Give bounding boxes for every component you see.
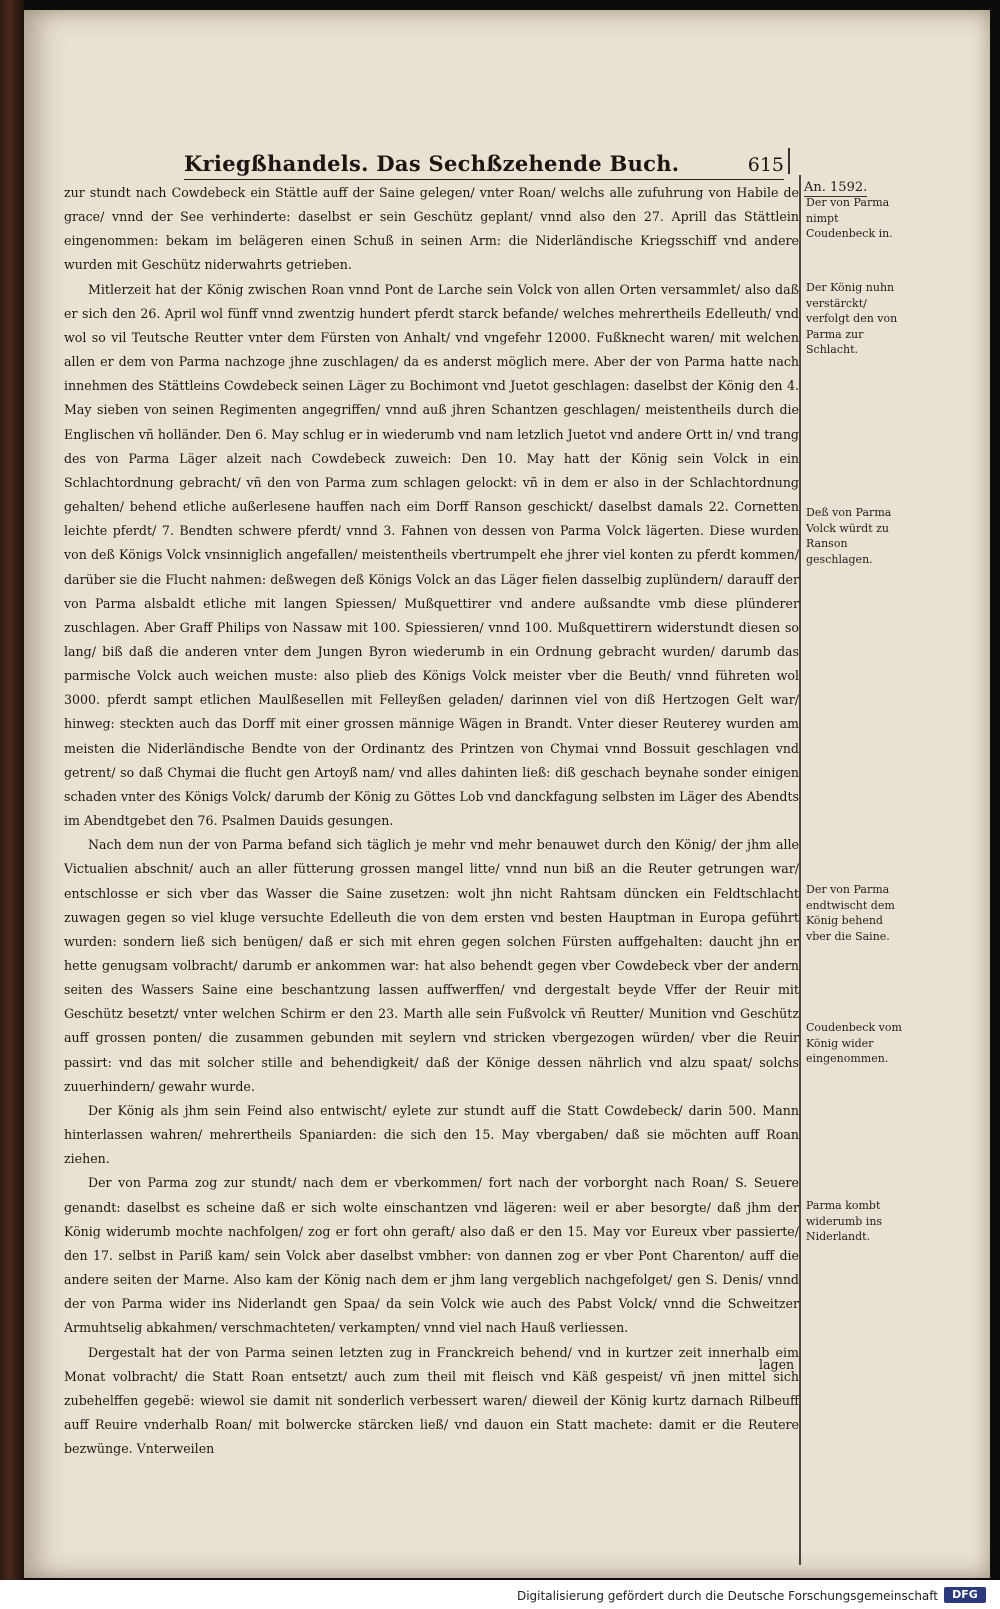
margin-note: Deß von Parma Volck würdt zu Ranson geschlagen. — [806, 506, 892, 566]
dfg-logo-text: DFG — [952, 1588, 978, 1601]
dfg-logo — [944, 1587, 986, 1603]
page-header — [184, 145, 784, 180]
paragraph: Der König als jhm sein Feind also entwischt/ eylete zur stundt auff die Statt Cowdebeck/ darin 500. Mann hinterlassen wahren/ mehrertheils Spaniarden: die sich den 15. May vbergaben/ daß sie möchten auff Roan ziehen. — [64, 1102, 799, 1167]
paragraph: Mitlerzeit hat der König zwischen Roan vnnd Pont de Larche sein Volck von allen Orten versammlet/ also daß er sich den 26. April wol fünff vnnd zwentzig hundert pferdt starck befande/ welches mehrertheils Edelleuth/ vnd wol so vil Teutsche Reutter vnter dem Fürsten von Anhalt/ vnd vngefehr 12000. Fußknecht waren/ mit welchen allen er dem von Parma nachzoge jhne zuschlagen/ da es anderst möglich mere. Aber der von Parma hatte nach innehmen des Stättleins Cowdebeck seinen Läger zu Bochimont vnd Juetot geschlagen: daselbst der König den 4. May sieben von seinen Regimenten angegriffen/ vnnd auß jhren Schantzen geschlagen/ meistentheils durch die Englischen vñ holländer. Den 6. May schlug er in wiederumb vnd nam letzlich Juetot vnd andere Ortt in/ vnd trang des von Parma Läger alzeit nach Cowdebeck zuweich: Den 10. May hatt der König sein Volck in ein Schlachtordnung gebracht/ vñ den von Parma zum schlagen gelockt: vñ in dem er also in der Schlachtordnung gehalten/ behend etliche außerlesene hauffen nach eim Dorff Ranson geschickt/ daselbst damals 22. Cornetten leichte pferdt/ 7. Bendten schwere pferdt/ vnnd 3. Fahnen von dessen von Parma Volck lägerten. Diese wurden von deß Königs Volck vnsinniglich angefallen/ meistentheils vbertrumpelt ehe jhrer viel konten zu pferdt kommen/ darüber sie die Flucht nahmen: deßwegen deß Königs Volck an das Läger fielen dasselbig zuplündern/ darauff der von Parma alsbaldt etliche mit langen Spiessen/ Mußquettirer vnd andere außsandte vmb diese plünderer zuschlagen. Aber Graff Philips von Nassaw mit 100. Spiessieren/ vnnd 100. Mußquettirern widerstundt diesen so lang/ biß daß die anderen vnter dem Jungen Byron wiederumb in ein Ordnung gebracht wurden/ darumb das parmische Volck auch weichen muste: also plieb des Königs Volck meister vber die Beuth/ vnnd führeten wol 3000. pferdt sampt etlichen Maulßesellen mit Felleyßen geladen/ darinnen viel von diß Hertzogen Gelt war/ hinweg: steckten auch das Dorff mit einer grossen männige Wägen in Brandt. Vnter dieser Reuterey wurden am meisten die Niderländische Bendte von der Ordinantz des Printzen von Chymai vnnd Bossuit geschlagen vnd getrent/ so daß Chymai die flucht gen Artoyß nam/ vnd alles dahinten ließ: diß geschach beynahe sonder einigen schaden vnter des Königs Volck/ darumb der König zu Göttes Lob vnd danckfagung selbsten im Läger des Abendts im Abendtgebet den 76. Psalmen Dauids gesungen. — [64, 281, 799, 829]
body-text — [64, 181, 799, 1461]
margin-note: Der von Parma endtwischt dem König behend vber die Saine. — [806, 883, 895, 943]
margin-note: Der König nuhn verstärckt/ verfolgt den von Parma zur Schlacht. — [806, 281, 898, 356]
folio-number: 615 — [747, 154, 784, 176]
paragraph: Dergestalt hat der von Parma seinen letzten zug in Franckreich behend/ vnd in kurtzer zeit innerhalb eim Monat volbracht/ die Statt Roan entsetzt/ auch zum theil mit fleisch vnd Käß gespeist/ vñ jnen mittel sich zubehelffen gegebë: wiewol sie damit nit sonderlich verbessert waren/ dieweil der König kurtz darnach Rilbeuff auff Reuire vnderhalb Roan/ mit bolwercke stärcken ließ/ vnd dauon ein Statt machete: damit er die Reutere bezwünge. Vnterweilen — [64, 1344, 799, 1457]
paragraph: Nach dem nun der von Parma befand sich täglich je mehr vnd mehr benauwet durch den König/ der jhm alle Victualien abschnit/ auch an aller fütterung grossen mangel litte/ vnnd nun biß an die Reuter getrungen war/ entschlosse er sich vber das Wasser die Saine zusetzen: wolt jhn nicht Rahtsam düncken ein Feldtschlacht zuwagen gegen so viel kluge versuchte Edelleuth die von dem ersten vnd besten Hauptman in Europa geführt wurden: sondern ließ sich benügen/ daß er sich mit ehren gegen solchen Fürsten auffgehalten: daucht jhn er hette genugsam volbracht/ darumb er ankommen war: hat also behendt gegen vber Cowdebeck vber der andern seiten des Wassers Saine eine beschantzung lassen auffwerffen/ vnd dergestalt beyde Vffer der Reuir mit Geschütz besetzt/ vnter welchen Schirm er den 23. Marth alle sein Fußvolck vñ Reutter/ Munition vnd Geschütz auff grossen ponten/ die zusammen gebunden mit seylern vnd stricken vbergezogen würden/ vber die Reuir passirt: vnd das mit solcher stille and behendigkeit/ daß der Könige dessen nährlich vnd alzu spaat/ solchs zuuerhindern/ gewahr wurde. — [64, 837, 799, 1094]
footer-bar — [0, 1580, 1000, 1609]
book-edge — [0, 0, 24, 1609]
catchword: lagen — [759, 1357, 795, 1372]
footer-credit: Digitalisierung gefördert durch die Deutsche Forschungsgemeinschaft — [516, 1589, 938, 1603]
margin-note: Der von Parma nimpt Coudenbeck in. — [806, 196, 893, 240]
paragraph: zur stundt nach Cowdebeck ein Stättle auff der Saine gelegen/ vnter Roan/ welchs alle zufuhrung von Habile de grace/ vnnd der See verhinderte: daselbst er sein Geschütz geplant/ vnnd also den 27. Aprill das Stättlein eingenommen: bekam im belägeren einen Schuß in seinen Arm: die Niderländische Kriegsschiff vnd andere wurden mit Geschütz niderwahrts getrieben. — [64, 185, 799, 273]
header-rule — [788, 148, 790, 174]
margin-rule — [799, 175, 801, 1565]
margin-note: Parma kombt widerumb ins Niderlandt. — [806, 1199, 883, 1243]
margin-year: An. 1592. — [804, 180, 868, 195]
paragraph: Der von Parma zog zur stundt/ nach dem er vberkommen/ fort nach der vorborght nach Roan/ S. Seuere genandt: daselbst es scheine daß er sich wolte einschantzen vnd lägeren: weil er aber besorgte/ daß jhm der König widerumb mochte nachfolgen/ zog er fort ohn geraft/ also daß er den 15. May vor Eureux vber passierte/ den 17. selbst in Pariß kam/ sein Volck aber daselbst vmbher: von dannen zog er vber Pont Charenton/ auff die andere seiten der Marne. Also kam der König nach dem er jhm lang vergeblich nachgefolget/ gen S. Denis/ vnnd der von Parma wider ins Niderlandt gen Spaa/ da sein Volck wie auch des Pabst Volck/ vnnd die Schweitzer Armuhtselig abkahmen/ verschmachteten/ verkampten/ vnnd viel nach Hauß verliessen. — [64, 1175, 799, 1336]
margin-note: Coudenbeck vom König wider eingenommen. — [806, 1021, 902, 1065]
book-page — [24, 10, 990, 1578]
running-title: Kriegßhandels. Das Sechßzehende Buch. — [184, 151, 680, 176]
